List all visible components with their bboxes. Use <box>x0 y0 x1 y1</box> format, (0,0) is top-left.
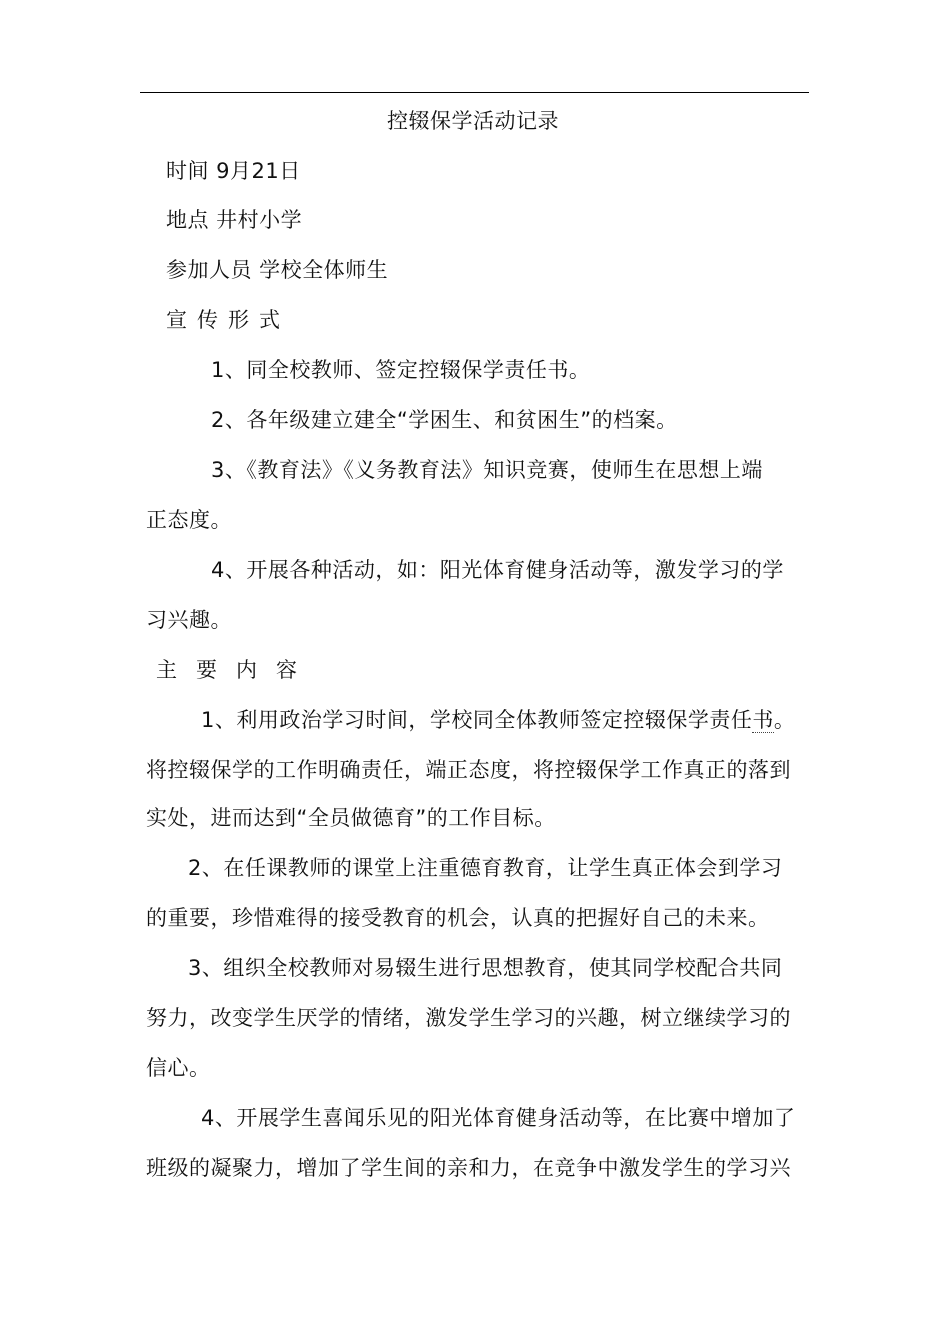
field-participants: 参加人员 学校全体师生 <box>166 258 389 282</box>
publicity-item-cont: 正态度。 <box>146 508 232 532</box>
header-rule <box>140 92 809 93</box>
field-time: 时间 9月21日 <box>166 159 301 183</box>
content-item-text: 1、利用政治学习时间，学校同全体教师签定控辍保学责任 <box>201 708 753 732</box>
content-item: 4、开展学生喜闻乐见的阳光体育健身活动等，在比赛中增加了 <box>201 1106 796 1130</box>
publicity-item: 4、开展各种活动，如：阳光体育健身活动等，激发学习的学 <box>211 558 784 582</box>
content-heading: 主要内容 <box>156 658 316 682</box>
content-item-cont: 班级的凝聚力，增加了学生间的亲和力，在竞争中激发学生的学习兴 <box>146 1156 791 1180</box>
content-item-cont: 信心。 <box>146 1056 211 1080</box>
content-item-end: 。 <box>773 708 796 732</box>
content-item: 2、在任课教师的课堂上注重德育教育，让学生真正体会到学习 <box>188 856 783 880</box>
marked-word: 书 <box>752 708 774 732</box>
publicity-item-cont: 习兴趣。 <box>146 608 232 632</box>
content-item: 3、组织全校教师对易辍生进行思想教育，使其同学校配合共同 <box>188 956 783 980</box>
publicity-heading: 宣传形式 <box>166 308 290 332</box>
publicity-item: 3、《教育法》《义务教育法》知识竞赛，使师生在思想上端 <box>211 458 763 482</box>
document-title: 控辍保学活动记录 <box>387 109 559 133</box>
content-item-cont: 努力，改变学生厌学的情绪，激发学生学习的兴趣，树立继续学习的 <box>146 1006 791 1030</box>
publicity-item: 1、同全校教师、签定控辍保学责任书。 <box>211 358 591 382</box>
content-item-cont: 的重要，珍惜难得的接受教育的机会，认真的把握好自己的未来。 <box>146 906 770 930</box>
field-place: 地点 井村小学 <box>166 208 303 232</box>
content-item-cont: 将控辍保学的工作明确责任，端正态度，将控辍保学工作真正的落到 <box>146 758 791 782</box>
publicity-item: 2、各年级建立建全“学困生、和贫困生”的档案。 <box>211 408 678 432</box>
content-item-cont: 实处，进而达到“全员做德育”的工作目标。 <box>146 806 556 830</box>
content-item <box>201 707 795 733</box>
